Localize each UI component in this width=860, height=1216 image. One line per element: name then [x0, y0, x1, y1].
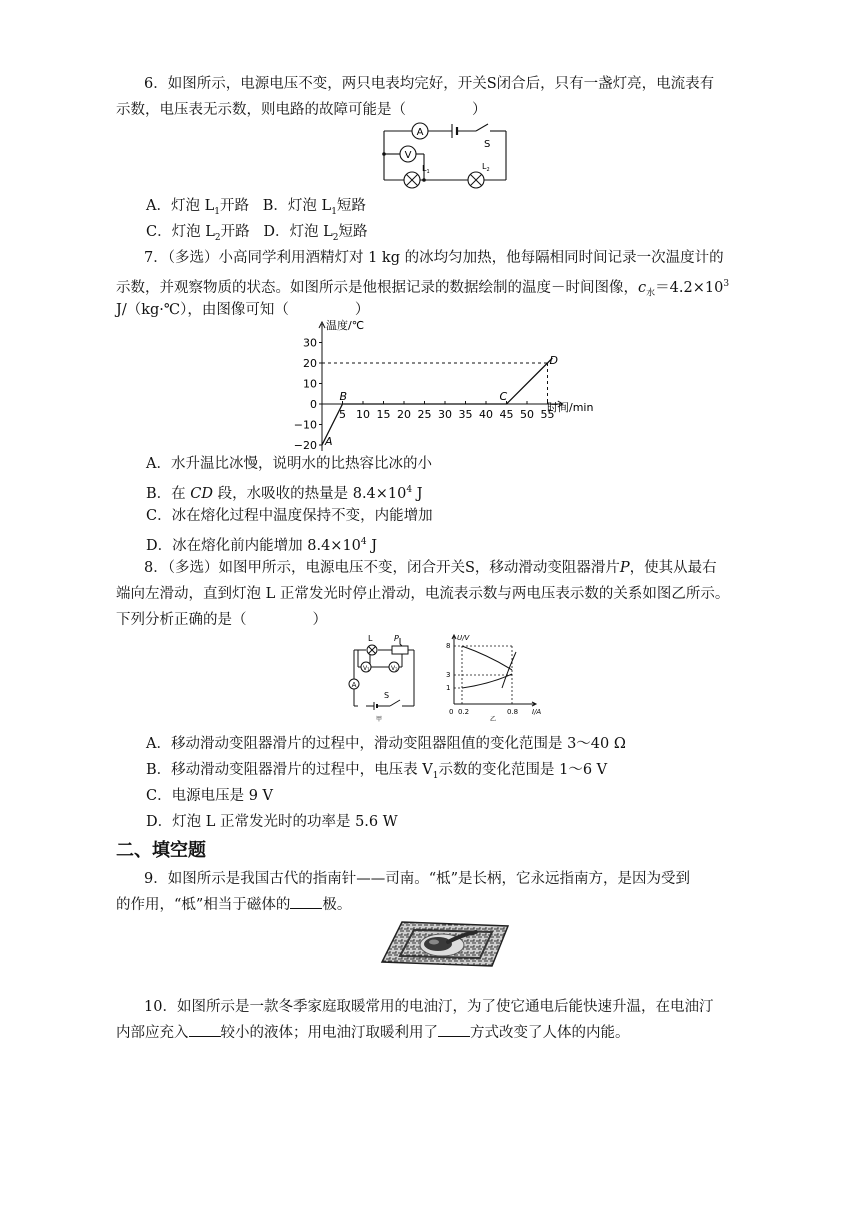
section-heading-fill-in: 二、填空题	[116, 840, 206, 861]
q7-xtick-label: 5	[339, 408, 346, 421]
q9-blank[interactable]	[290, 894, 322, 909]
q7-optB-exp: 4	[406, 485, 413, 495]
q8-text-3: 下列分析正确的是（	[116, 612, 247, 628]
q7-text-3: J/（kg·℃），由图像可知（	[116, 302, 289, 318]
q9-text-1: 9．如图所示是我国古代的指南针——司南。“柢”是长柄，它永远指南方，是因为受到	[144, 871, 691, 887]
q8-lamp-label: L	[368, 634, 373, 643]
q7-optD-pre: D．冰在熔化前内能增加 8.4×10	[146, 537, 361, 554]
q7-xtick-label: 30	[438, 408, 452, 421]
q7-c-symbol: c	[638, 279, 647, 296]
q8-p-symbol: P	[619, 560, 630, 576]
q8-ytick-3: 3	[446, 671, 451, 679]
q7-c-exp: 3	[723, 279, 730, 289]
q6-optC: C．灯泡 L	[146, 224, 215, 240]
q9-text-2b: 极。	[322, 897, 352, 913]
q10-text-2a: 内部应充入	[116, 1025, 189, 1041]
q8-stem-line1	[116, 555, 752, 581]
q7-text-1: 7．（多选）小高同学利用酒精灯对 1 kg 的冰均匀加热，他每隔相同时间记录一次温度计的	[144, 250, 724, 266]
q8-switch-label: S	[384, 691, 390, 700]
q6-optC-post: 开路	[220, 224, 250, 240]
q7-ytick-label: 10	[303, 377, 317, 391]
q7-c-value: ＝4.2×10	[655, 279, 724, 296]
q8-text-1b: ，使其从最右	[629, 560, 717, 576]
q6-optB: B．灯泡 L	[262, 198, 332, 214]
switch-label: S	[484, 139, 491, 150]
q10-blank-2[interactable]	[438, 1022, 470, 1037]
q7-optD-exp: 4	[360, 537, 367, 547]
q8-v1-symbol	[361, 662, 371, 672]
q6-text-2: 示数，电压表无示数，则电路的故障可能是（	[116, 102, 406, 118]
q8-slider-label: P	[394, 634, 399, 643]
voltmeter-label: V	[404, 150, 412, 161]
q6-optD-sub: 2	[332, 232, 339, 243]
q6-paren-close: ）	[472, 102, 487, 118]
q7-optB-cd: CD	[190, 485, 213, 502]
q6-stem-line1	[116, 71, 752, 97]
q8-stem-line3	[116, 607, 752, 633]
q8-text-2: 端向左滑动，直到灯泡 L 正常发光时停止滑动，电流表示数与两电压表示数的关系如图乙所示。	[116, 586, 730, 602]
q8-optA-text: A．移动滑动变阻器滑片的过程中，滑动变阻器阻值的变化范围是 3～40 Ω	[146, 736, 626, 752]
q8-stem-line2	[116, 581, 752, 607]
q10-text-1: 10．如图所示是一款冬季家庭取暖常用的电油汀，为了使它通电后能快速升温，在电油汀	[144, 999, 714, 1015]
q8-optC	[146, 783, 273, 809]
q7-optA	[146, 451, 432, 477]
q9-stem-line1	[116, 866, 752, 892]
q6-text-1: 如图所示，电源电压不变，两只电表均完好，开关S闭合后，只有一盏灯亮，电流表有	[167, 76, 715, 92]
q7-xtick-label: 45	[499, 408, 514, 421]
q7-xtick-label: 15	[376, 408, 391, 421]
q7-temperature-time-chart	[282, 318, 612, 450]
q7-optC-text: C．冰在熔化过程中温度保持不变，内能增加	[146, 508, 433, 524]
q7-xlabel: 时间/min	[547, 401, 594, 414]
q7-xtick-label: 50	[520, 408, 534, 421]
q8-ui-graph-yi	[440, 630, 550, 722]
q6-optD: D．灯泡 L	[263, 224, 333, 240]
voltmeter-symbol	[400, 146, 416, 162]
q7-xtick-label: 10	[356, 408, 370, 421]
q8-optD-text: D．灯泡 L 正常发光时的功率是 5.6 W	[146, 814, 398, 830]
q8-optC-text: C．电源电压是 9 V	[146, 788, 274, 804]
q8-ytick-1: 1	[446, 684, 451, 692]
lamp1-label: $L_1$	[422, 164, 430, 175]
q7-xtick-label: 25	[417, 408, 432, 421]
q6-optB-post: 短路	[336, 198, 366, 214]
q10-text-2b: 较小的液体；用电油汀取暖利用了	[220, 1025, 438, 1041]
lamp2-symbol	[468, 162, 490, 188]
q8-ammeter-symbol	[349, 679, 359, 689]
q7-optB-pre: B．在	[146, 485, 191, 502]
q7-ytick-label: −10	[293, 418, 317, 432]
q8-caption-jia: 甲	[376, 716, 383, 723]
q6-optA-post: 开路	[219, 198, 249, 214]
q8-v2-symbol	[389, 662, 399, 672]
q7-point-label-B: B	[339, 390, 348, 403]
q7-xtick-label: 35	[458, 408, 473, 421]
q6-circuit-figure	[376, 120, 512, 192]
q10-stem-line2	[116, 1020, 752, 1046]
q7-optD-post: J	[366, 537, 378, 554]
q7-optC	[146, 503, 433, 529]
q8-graph-ylabel: U/V	[457, 634, 470, 642]
q10-blank-1[interactable]	[189, 1022, 221, 1037]
q8-xtick-0: 0	[449, 708, 454, 716]
q8-xtick-02: 0.2	[458, 708, 470, 716]
q8-lamp-symbol	[367, 645, 377, 655]
q6-optD-post: 短路	[338, 224, 368, 240]
q8-circuit-figure-jia	[344, 632, 420, 722]
q8-optB-sub: 1	[432, 770, 439, 781]
q8-caption-yi: 乙	[490, 716, 497, 723]
ammeter-label: A	[416, 127, 424, 138]
q8-graph-xlabel: I/A	[532, 708, 542, 716]
q8-ytick-8: 8	[446, 642, 451, 650]
q8-paren-close: ）	[312, 612, 327, 628]
q7-xtick-label: 20	[397, 408, 411, 421]
q7-ytick-label: 20	[303, 357, 317, 370]
q9-stem-line2	[116, 892, 752, 918]
q7-optB-post: J	[412, 485, 423, 502]
svg-text:A: A	[351, 681, 357, 689]
q7-text-2: 示数，并观察物质的状态。如图所示是他根据记录的数据绘制的温度－时间图像，	[116, 279, 638, 296]
q7-xtick-label: 55	[540, 408, 555, 421]
q8-optA	[146, 731, 626, 757]
q8-optD	[146, 809, 398, 835]
q7-point-label-C: C	[499, 390, 508, 403]
q8-text-1: 8．（多选）如图甲所示，电源电压不变，闭合开关S，移动滑动变阻器滑片	[144, 560, 620, 576]
q6-optA: A．灯泡 L	[146, 198, 215, 214]
q7-series-line	[322, 358, 552, 445]
q7-optB-mid: 段，水吸收的热量是 8.4×10	[213, 485, 407, 502]
q7-stem-line1	[116, 245, 752, 271]
q7-ytick-label: 30	[303, 336, 317, 350]
q7-ylabel: 温度/℃	[326, 319, 365, 332]
q9-text-2a: 的作用，“柢”相当于磁体的	[116, 897, 291, 913]
lamp2-label: $L_2$	[482, 162, 490, 173]
q7-ytick-label: −20	[293, 439, 317, 452]
q7-point-label-A: A	[325, 435, 333, 448]
q6-optB-sub: 1	[331, 206, 337, 217]
q7-xtick-label: 40	[479, 408, 493, 421]
sinan-compass-image	[380, 920, 512, 968]
q6-number: 6．	[144, 76, 168, 92]
q6-optA-sub: 1	[214, 206, 220, 217]
q8-xtick-08: 0.8	[507, 708, 519, 716]
q10-stem-line1	[116, 994, 752, 1020]
q8-optB-post: 示数的变化范围是 1～6 V	[438, 762, 608, 778]
svg-text:V1: V1	[363, 665, 370, 672]
q6-optC-sub: 2	[214, 232, 221, 243]
q7-c-sub: 水	[646, 288, 656, 299]
q7-optA-text: A．水升温比冰慢，说明水的比热容比冰的小	[146, 456, 432, 472]
q7-ytick-label: 0	[310, 398, 317, 411]
ammeter-symbol	[412, 123, 428, 139]
q7-paren-close: ）	[354, 302, 370, 318]
q10-text-2c: 方式改变了人体的内能。	[470, 1025, 630, 1041]
lamp1-symbol	[404, 164, 430, 188]
svg-text:V2: V2	[391, 665, 398, 672]
q7-point-label-D: D	[549, 354, 558, 367]
q8-optB-pre: B．移动滑动变阻器滑片的过程中，电压表 V	[146, 762, 433, 778]
